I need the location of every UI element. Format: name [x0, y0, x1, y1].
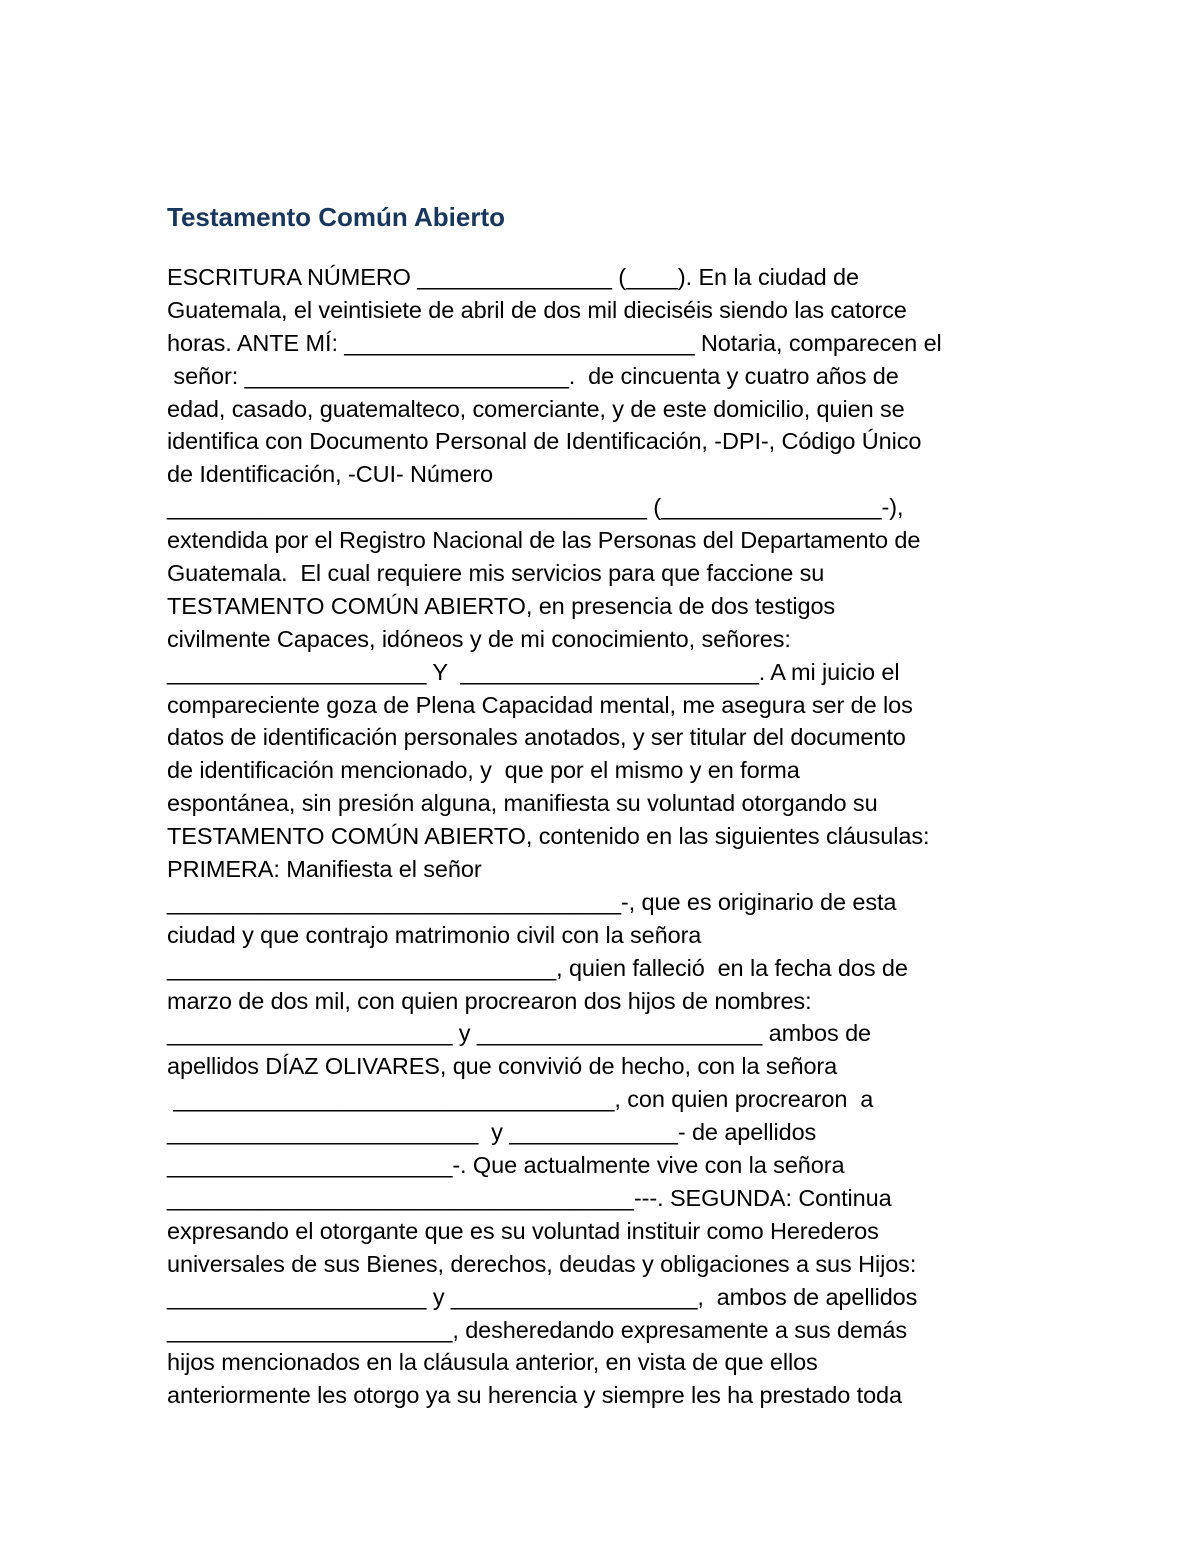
body-text-line: TESTAMENTO COMÚN ABIERTO, en presencia de dos testigos [167, 592, 836, 619]
body-text-line: ___________________________________-, que es originario de esta [167, 888, 897, 915]
body-text-line: datos de identificación personales anotados, y ser titular del documento [167, 724, 906, 751]
body-text-line: ______________________ y ______________________ ambos de [167, 1020, 872, 1047]
body-text-line: ESCRITURA NÚMERO _______________ (____). En la ciudad de [167, 264, 859, 290]
body-text-line: ______________________, desheredando expresamente a sus demás [167, 1316, 907, 1343]
body-text-line: de identificación mencionado, y que por el mismo y en forma [167, 757, 800, 784]
body-text-line: Guatemala, el veintisiete de abril de dos mil dieciséis siendo las catorce [167, 296, 907, 323]
body-text-line: anteriormente les otorgo ya su herencia y siempre les ha prestado toda [167, 1382, 902, 1409]
body-text-line: ____________________ Y _______________________. A mi juicio el [167, 658, 900, 685]
body-text-line: civilmente Capaces, idóneos y de mi conocimiento, señores: [167, 625, 791, 652]
body-text-line: edad, casado, guatemalteco, comerciante, y de este domicilio, quien se [167, 395, 905, 422]
body-text-line: ____________________ y ___________________, ambos de apellidos [167, 1283, 918, 1310]
body-text-line: _____________________________________ (_________________-), [167, 494, 904, 521]
document-body [167, 261, 1047, 1412]
body-text-line: Guatemala. El cual requiere mis servicios para que faccione su [167, 560, 825, 587]
body-text-line: extendida por el Registro Nacional de las Personas del Departamento de [167, 527, 921, 554]
body-text-line: ______________________-. Que actualmente vive con la señora [167, 1152, 845, 1179]
body-text-line: ciudad y que contrajo matrimonio civil con la señora [167, 921, 702, 948]
body-text-line: marzo de dos mil, con quien procrearon dos hijos de nombres: [167, 987, 812, 1014]
body-text-line: universales de sus Bienes, derechos, deudas y obligaciones a sus Hijos: [167, 1250, 917, 1277]
body-text-line: horas. ANTE MÍ: ___________________________ Notaria, comparecen el [167, 329, 942, 356]
body-text-line: compareciente goza de Plena Capacidad mental, me asegura ser de los [167, 691, 913, 718]
body-text-line: ________________________ y _____________- de apellidos [167, 1119, 817, 1146]
body-text-line: identifica con Documento Personal de Identificación, -DPI-, Código Único [167, 428, 922, 455]
body-text-line: ______________________________, quien falleció en la fecha dos de [167, 954, 908, 981]
body-text-line: de Identificación, -CUI- Número [167, 461, 494, 488]
body-text-line: __________________________________, con quien procrearon a [167, 1086, 874, 1113]
body-text-line: señor: _________________________. de cincuenta y cuatro años de [167, 362, 899, 389]
body-text-line: expresando el otorgante que es su voluntad instituir como Herederos [167, 1217, 879, 1244]
body-text-line: espontánea, sin presión alguna, manifiesta su voluntad otorgando su [167, 790, 878, 817]
body-text-line: apellidos DÍAZ OLIVARES, que convivió de hecho, con la señora [167, 1053, 838, 1080]
body-text-line: PRIMERA: Manifiesta el señor [167, 856, 482, 883]
body-text-line: TESTAMENTO COMÚN ABIERTO, contenido en las siguientes cláusulas: [167, 823, 930, 850]
document-title: Testamento Común Abierto [167, 202, 506, 232]
body-text-line: hijos mencionados en la cláusula anterior, en vista de que ellos [167, 1349, 818, 1376]
body-text-line: ____________________________________---. SEGUNDA: Continua [167, 1184, 892, 1211]
